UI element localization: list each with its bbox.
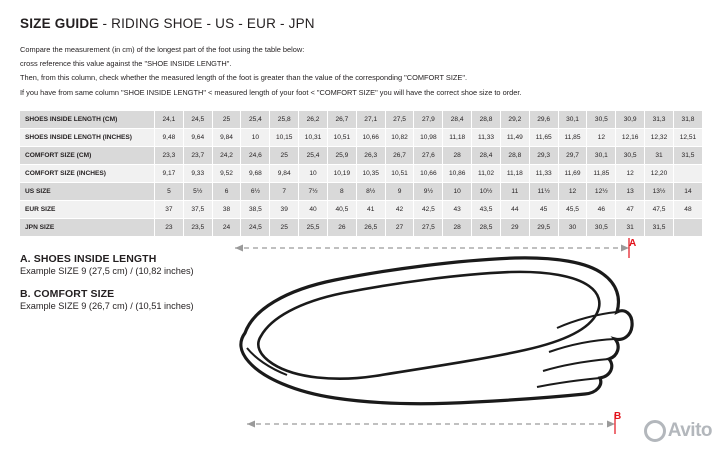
table-cell: 31 [645, 146, 674, 164]
table-cell: 29,2 [500, 110, 529, 128]
row-label: SHOES INSIDE LENGTH (INCHES) [20, 128, 155, 146]
table-cell: 30,5 [587, 218, 616, 236]
table-cell: 12½ [587, 182, 616, 200]
foot-diagram [225, 238, 645, 438]
table-cell: 26,7 [327, 110, 356, 128]
table-cell: 8 [327, 182, 356, 200]
table-cell: 45,5 [558, 200, 587, 218]
table-cell: 10,98 [414, 128, 443, 146]
table-cell: 5½ [183, 182, 212, 200]
table-cell: 11,02 [472, 164, 501, 182]
table-cell: 11,33 [472, 128, 501, 146]
table-cell: 25,4 [299, 146, 328, 164]
table-cell: 27 [385, 218, 414, 236]
table-cell: 41 [356, 200, 385, 218]
table-cell: 6 [212, 182, 241, 200]
intro-line-4: If you have from same column "SHOE INSIDE LENGTH" < measured length of your foot < "COMFORT SIZE" you will have the correct shoe size to order. [20, 87, 522, 97]
table-cell: 40,5 [327, 200, 356, 218]
table-body [20, 110, 703, 236]
intro-line-2: cross reference this value against the "SHOE INSIDE LENGTH". [20, 59, 232, 69]
table-cell: 10,66 [414, 164, 443, 182]
table-cell: 11,18 [443, 128, 472, 146]
table-row [20, 164, 703, 182]
table-cell: 12 [587, 128, 616, 146]
table-cell: 28,5 [472, 218, 501, 236]
legend-a-text: Example SIZE 9 (27,5 cm) / (10,82 inches) [20, 265, 194, 276]
table-row [20, 200, 703, 218]
table-cell: 10,51 [385, 164, 414, 182]
table-cell: 40 [299, 200, 328, 218]
table-cell: 8½ [356, 182, 385, 200]
table-cell: 23 [155, 218, 184, 236]
table-cell: 12,16 [616, 128, 645, 146]
table-cell: 10½ [472, 182, 501, 200]
table-cell: 10,31 [299, 128, 328, 146]
table-cell: 24,1 [155, 110, 184, 128]
table-cell: 25,8 [270, 110, 299, 128]
table-row [20, 182, 703, 200]
table-cell: 10 [443, 182, 472, 200]
table-cell: 27,5 [414, 218, 443, 236]
table-cell: 47,5 [645, 200, 674, 218]
table-cell: 9,52 [212, 164, 241, 182]
intro-paragraph [20, 43, 702, 100]
table-cell: 43,5 [472, 200, 501, 218]
table-cell: 43 [443, 200, 472, 218]
page-title-prefix: SIZE GUIDE [20, 16, 103, 31]
table-cell: 23,7 [183, 146, 212, 164]
table-cell: 29 [500, 218, 529, 236]
table-cell: 9,68 [241, 164, 270, 182]
row-label: SHOES INSIDE LENGTH (CM) [20, 110, 155, 128]
table-cell: 42 [385, 200, 414, 218]
table-cell: 30 [558, 218, 587, 236]
table-cell: 9,33 [183, 164, 212, 182]
table-cell: 30,5 [616, 146, 645, 164]
table-cell: 11½ [529, 182, 558, 200]
table-cell: 25,5 [299, 218, 328, 236]
table-cell: 6½ [241, 182, 270, 200]
table-cell: 25 [212, 110, 241, 128]
table-cell: 45 [529, 200, 558, 218]
table-cell: 30,1 [587, 146, 616, 164]
table-cell: 28,8 [472, 110, 501, 128]
marker-a-label: A [629, 238, 637, 249]
table-cell: 47 [616, 200, 645, 218]
legend-b-title: B. COMFORT SIZE [20, 287, 115, 300]
table-cell: 29,5 [529, 218, 558, 236]
table-cell: 42,5 [414, 200, 443, 218]
table-cell: 12 [558, 182, 587, 200]
table-cell [673, 218, 702, 236]
intro-line-3: Then, from this column, check whether the measured length of the foot is greater than the value of the corresponding "COMFORT SIZE". [20, 73, 467, 83]
page-title-main: - RIDING SHOE - US - EUR - JPN [102, 16, 315, 31]
table-cell: 27,6 [414, 146, 443, 164]
row-label: JPN SIZE [20, 218, 155, 236]
table-cell: 29,3 [529, 146, 558, 164]
table-cell: 11,85 [558, 128, 587, 146]
table-cell: 9,17 [155, 164, 184, 182]
table-row [20, 128, 703, 146]
table-cell: 24 [212, 218, 241, 236]
measure-arrow-a [621, 245, 629, 252]
watermark-text: Avito [667, 420, 712, 441]
table-cell: 44 [500, 200, 529, 218]
table-cell: 9,84 [270, 164, 299, 182]
table-cell: 25,4 [241, 110, 270, 128]
row-label: US SIZE [20, 182, 155, 200]
table-cell: 10,82 [385, 128, 414, 146]
table-cell: 12,51 [673, 128, 702, 146]
heel-detail [247, 348, 287, 375]
table-cell: 37 [155, 200, 184, 218]
table-cell: 23,5 [183, 218, 212, 236]
table-cell: 25 [270, 218, 299, 236]
table-cell: 11,65 [529, 128, 558, 146]
row-label: COMFORT SIZE (INCHES) [20, 164, 155, 182]
table-cell: 12,20 [645, 164, 674, 182]
table-cell: 25,9 [327, 146, 356, 164]
row-label: COMFORT SIZE (CM) [20, 146, 155, 164]
table-cell: 10,35 [356, 164, 385, 182]
table-cell: 23,3 [155, 146, 184, 164]
table-cell: 9,64 [183, 128, 212, 146]
table-cell: 24,5 [183, 110, 212, 128]
table-cell: 9 [385, 182, 414, 200]
measure-arrow-a-start [235, 245, 243, 252]
table-cell: 10,15 [270, 128, 299, 146]
toe-line-4 [537, 378, 600, 387]
table-row [20, 110, 703, 128]
table-cell: 7½ [299, 182, 328, 200]
circle-logo-icon [644, 420, 666, 442]
table-cell: 28,4 [472, 146, 501, 164]
table-cell: 38,5 [241, 200, 270, 218]
table-cell: 38 [212, 200, 241, 218]
table-cell: 10 [241, 128, 270, 146]
table-cell: 27,1 [356, 110, 385, 128]
table-cell: 30,1 [558, 110, 587, 128]
table-cell: 27,9 [414, 110, 443, 128]
table-cell: 9½ [414, 182, 443, 200]
page-title [20, 16, 702, 31]
table-cell: 25 [270, 146, 299, 164]
legend-b-text: Example SIZE 9 (26,7 cm) / (10,51 inches) [20, 300, 194, 311]
table-cell: 46 [587, 200, 616, 218]
table-cell: 13½ [645, 182, 674, 200]
table-cell: 29,6 [529, 110, 558, 128]
table-cell: 24,6 [241, 146, 270, 164]
table-cell: 5 [155, 182, 184, 200]
table-cell: 29,7 [558, 146, 587, 164]
table-cell: 11,69 [558, 164, 587, 182]
table-cell: 39 [270, 200, 299, 218]
table-cell: 31,3 [645, 110, 674, 128]
row-label: EUR SIZE [20, 200, 155, 218]
table-cell: 26 [327, 218, 356, 236]
table-cell: 26,5 [356, 218, 385, 236]
table-cell: 28,4 [443, 110, 472, 128]
table-cell: 10 [299, 164, 328, 182]
table-row [20, 218, 703, 236]
table-cell: 28 [443, 146, 472, 164]
table-cell: 11 [500, 182, 529, 200]
table-cell: 31,8 [673, 110, 702, 128]
foot-outline-svg [225, 238, 645, 438]
table-cell: 11,18 [500, 164, 529, 182]
table-cell: 10,51 [327, 128, 356, 146]
table-cell: 12,32 [645, 128, 674, 146]
table-cell: 27,5 [385, 110, 414, 128]
table-cell: 24,5 [241, 218, 270, 236]
measure-arrow-b [607, 421, 615, 428]
table-cell: 10,19 [327, 164, 356, 182]
toe-line-3 [543, 359, 609, 371]
table-cell: 9,48 [155, 128, 184, 146]
table-cell: 13 [616, 182, 645, 200]
table-cell: 30,5 [587, 110, 616, 128]
measure-arrow-b-start [247, 421, 255, 428]
table-cell: 11,49 [500, 128, 529, 146]
size-conversion-table [19, 110, 703, 237]
table-cell: 26,2 [299, 110, 328, 128]
table-cell: 31,5 [645, 218, 674, 236]
table-cell: 37,5 [183, 200, 212, 218]
watermark [644, 420, 712, 442]
table-cell: 31 [616, 218, 645, 236]
table-cell: 48 [673, 200, 702, 218]
table-cell: 7 [270, 182, 299, 200]
table-cell: 26,3 [356, 146, 385, 164]
table-cell: 11,33 [529, 164, 558, 182]
table-cell: 30,9 [616, 110, 645, 128]
table-cell: 14 [673, 182, 702, 200]
table-cell [673, 164, 702, 182]
legend-a-title: A. SHOES INSIDE LENGTH [20, 252, 157, 265]
table-cell: 26,7 [385, 146, 414, 164]
table-cell: 10,66 [356, 128, 385, 146]
marker-b-label: B [614, 411, 622, 422]
table-cell: 11,85 [587, 164, 616, 182]
table-cell: 31,5 [673, 146, 702, 164]
table-cell: 12 [616, 164, 645, 182]
table-cell: 28,8 [500, 146, 529, 164]
intro-line-1: Compare the measurement (in cm) of the longest part of the foot using the table below: [20, 45, 305, 54]
table-row [20, 146, 703, 164]
table-cell: 9,84 [212, 128, 241, 146]
table-cell: 28 [443, 218, 472, 236]
table-cell: 10,86 [443, 164, 472, 182]
table-cell: 24,2 [212, 146, 241, 164]
